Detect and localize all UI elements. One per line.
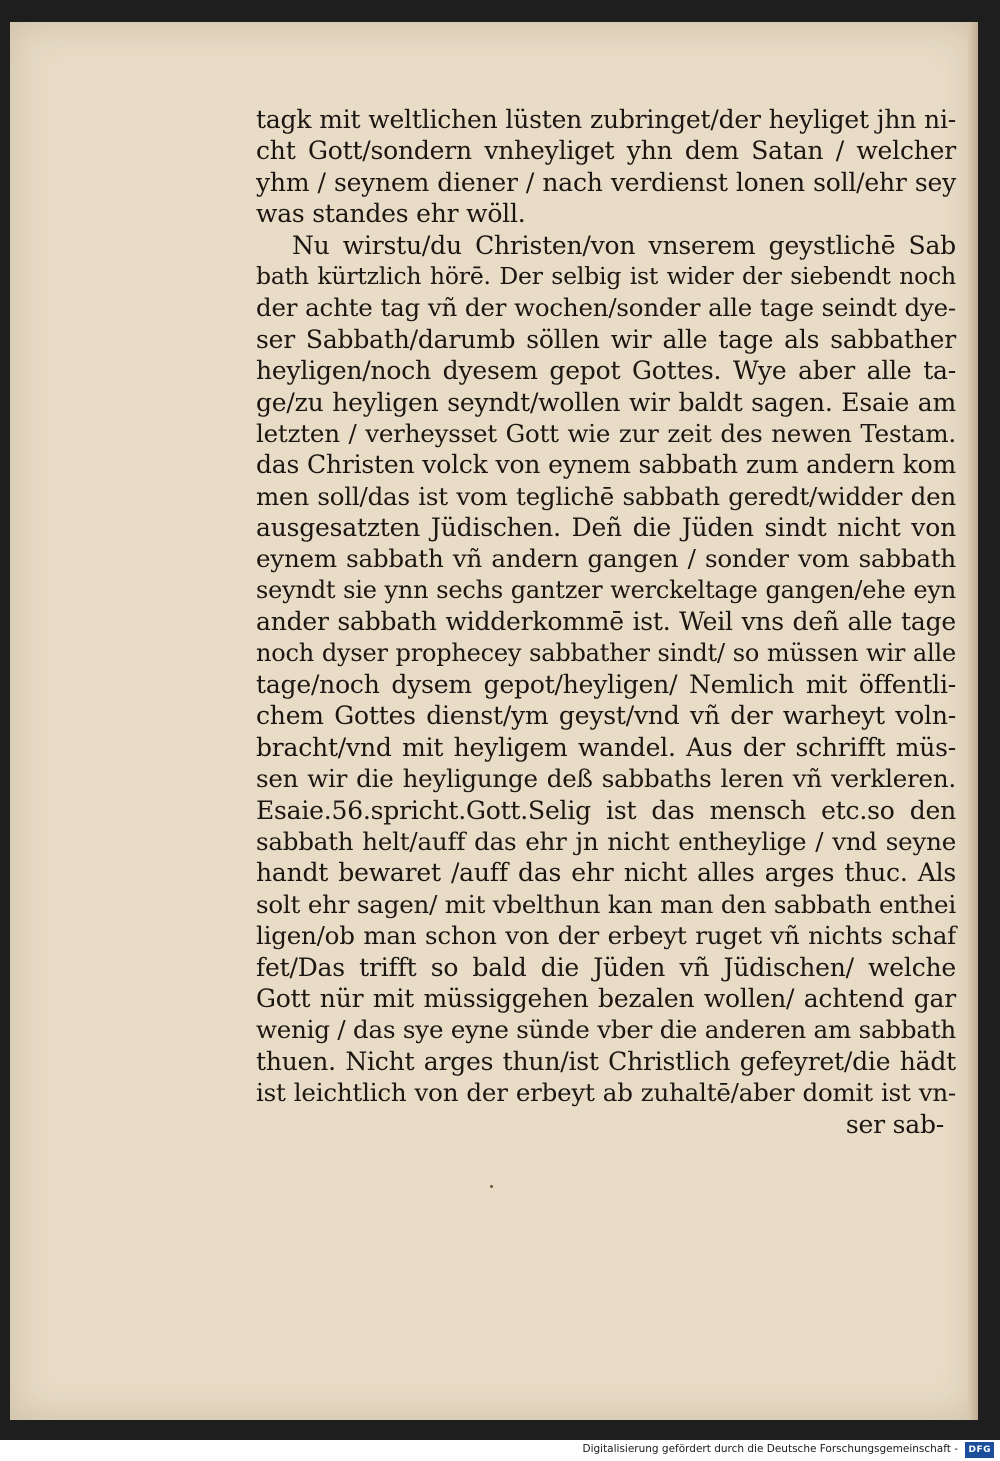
text-line: noch dyser prophecey sabbather sindt/ so müssen wir alle	[256, 638, 956, 667]
text-line: sen wir die heyligunge deß sabbaths leren vñ verkleren.	[256, 764, 956, 794]
text-line: ge/zu heyligen seyndt/wollen wir baldt sagen. Esaie am	[256, 387, 956, 417]
digitization-credit: Digitalisierung gefördert durch die Deutsche Forschungsgemeinschaft -	[582, 1443, 958, 1455]
catchword: ser sab-	[845, 1109, 944, 1139]
text-line: sabbath helt/auff das ehr jn nicht entheylige / vnd seyne	[256, 826, 956, 856]
text-line: eynem sabbath vñ andern gangen / sonder vom sabbath	[256, 544, 956, 574]
text-line: letzten / verheysset Gott wie zur zeit des newen Testam.	[256, 418, 956, 448]
text-line: bracht/vnd mit heyligem wandel. Aus der schrifft müs-	[256, 732, 956, 762]
page-text	[256, 104, 956, 1140]
dfg-logo-icon: DFG	[965, 1442, 994, 1458]
text-line: ist leichtlich von der erbeyt ab zuhaltē/aber domit ist vn-	[256, 1078, 956, 1108]
text-line: chem Gottes dienst/ym geyst/vnd vñ der warheyt voln-	[256, 701, 956, 731]
text-line: tagk mit weltlichen lüsten zubringet/der heyliget jhn ni-	[256, 105, 956, 134]
text-line: thuen. Nicht arges thun/ist Christlich gefeyret/die hädt	[256, 1046, 956, 1076]
text-line: men soll/das ist vom teglichē sabbath geredt/widder den	[256, 481, 956, 511]
ink-speck	[490, 1185, 493, 1188]
text-line: der achte tag vñ der wochen/sonder alle tage seindt dye-	[256, 293, 956, 323]
text-line: was standes ehr wöll.	[256, 199, 526, 229]
text-line: Gott nür mit müssiggehen bezalen wollen/ achtend gar	[256, 983, 956, 1013]
text-line: ausgesatzten Jüdischen. Deñ die Jüden sindt nicht von	[256, 513, 956, 543]
text-line: seyndt sie ynn sechs gantzer werckeltage gangen/ehe eyn	[256, 575, 956, 604]
text-line: Nu wirstu/du Christen/von vnserem geystlichē Sab	[292, 230, 956, 260]
text-line: solt ehr sagen/ mit vbelthun kan man den sabbath enthei	[256, 889, 956, 919]
text-line: bath kürtzlich hörē. Der selbig ist wider der siebendt noch	[256, 261, 956, 290]
text-line: wenig / das sye eyne sünde vber die anderen am sabbath	[256, 1015, 956, 1045]
text-line: ander sabbath widderkommē ist. Weil vns deñ alle tage	[256, 607, 956, 637]
text-line: ligen/ob man schon von der erbeyt ruget vñ nichts schaf	[256, 921, 956, 951]
text-line: ser Sabbath/darumb söllen wir alle tage als sabbather	[256, 324, 956, 354]
text-line: cht Gott/sondern vnheyliget yhn dem Satan / welcher	[256, 136, 956, 166]
text-line: tage/noch dysem gepot/heyligen/ Nemlich mit öffentli-	[256, 670, 956, 700]
text-line: handt bewaret /auff das ehr nicht alles arges thuc. Als	[256, 858, 956, 888]
text-line: heyligen/noch dyesem gepot Gottes. Wye aber alle ta-	[256, 356, 956, 386]
page-edge	[968, 22, 978, 1420]
text-line: das Christen volck von eynem sabbath zum andern kom	[256, 450, 956, 480]
text-line: yhm / seynem diener / nach verdienst lonen soll/ehr sey	[256, 167, 956, 197]
text-line: Esaie.56.spricht.Gott.Selig ist das mensch etc.so den	[256, 795, 956, 825]
text-line: fet/Das trifft so bald die Jüden vñ Jüdischen/ welche	[256, 952, 956, 982]
